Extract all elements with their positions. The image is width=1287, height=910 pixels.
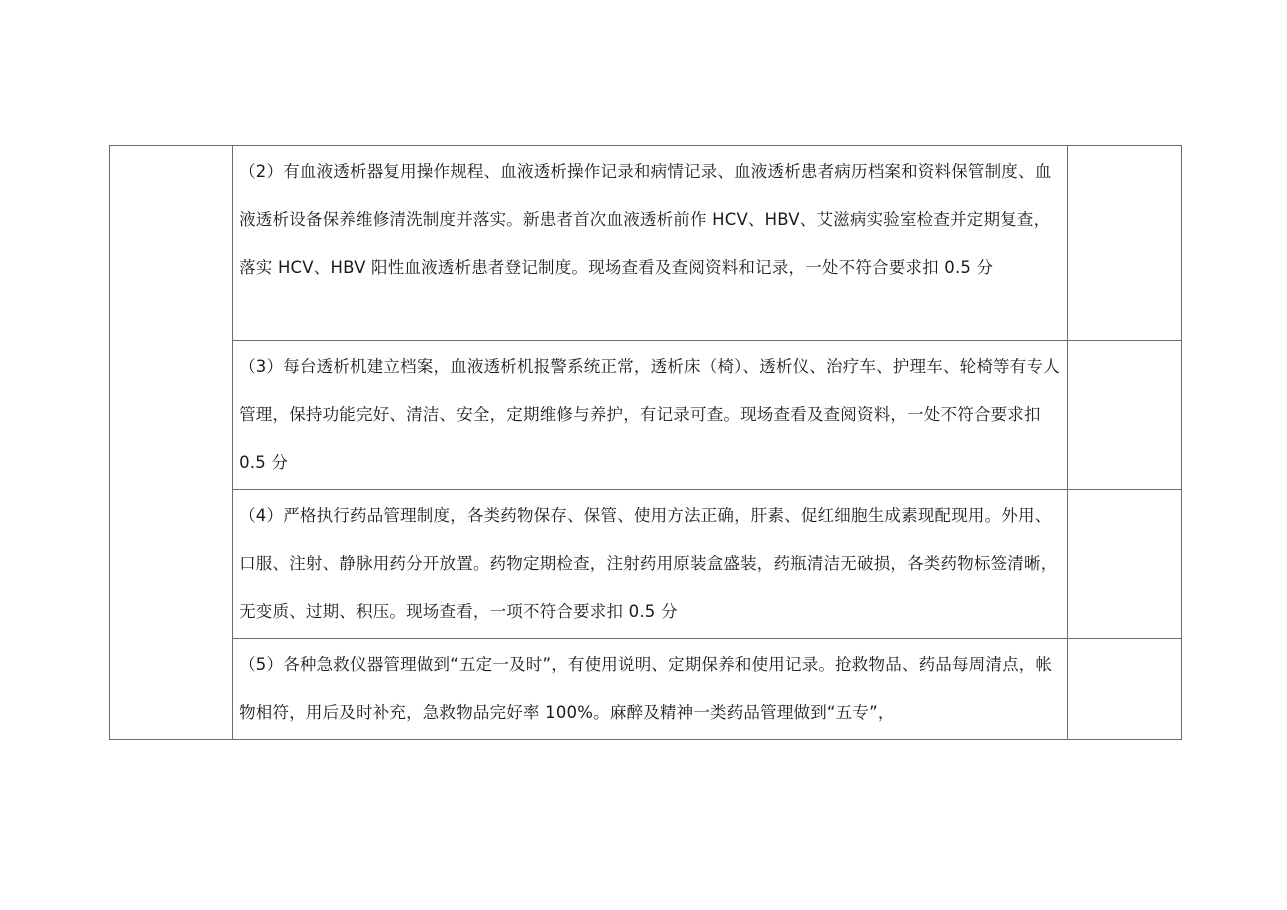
score-cell: [1067, 490, 1181, 639]
criteria-text-3: （3）每台透析机建立档案，血液透析机报警系统正常，透析床（椅）、透析仪、治疗车、护理车、轮椅等有专人管理，保持功能完好、清洁、安全，定期维修与养护，有记录可查。现场查看及查阅资料，一处不符合要求扣 0.5 分: [239, 357, 1060, 472]
criteria-cell: [233, 639, 1068, 740]
criteria-text-2: （2）有血液透析器复用操作规程、血液透析操作记录和病情记录、血液透析患者病历档案和资料保管制度、血液透析设备保养维修清洗制度并落实。新患者首次血液透析前作 HCV、HBV、艾滋病实验室检查并定期复查，落实 HCV、HBV 阳性血液透析患者登记制度。现场查看及查阅资料和记录，一处不符合要求扣 0.5 分: [239, 162, 1052, 277]
score-text: [1068, 490, 1181, 494]
score-text: [1068, 146, 1181, 150]
category-cell: [110, 146, 233, 740]
criteria-text-4: （4）严格执行药品管理制度，各类药物保存、保管、使用方法正确，肝素、促红细胞生成素现配现用。外用、口服、注射、静脉用药分开放置。药物定期检查，注射药用原装盒盛装，药瓶清洁无破损，各类药物标签清晰，无变质、过期、积压。现场查看，一项不符合要求扣 0.5 分: [239, 506, 1058, 621]
criteria-text-5: （5）各种急救仪器管理做到“五定一及时”，有使用说明、定期保养和使用记录。抢救物品、药品每周清点，帐物相符，用后及时补充，急救物品完好率 100%。麻醉及精神一类药品管理做到“五专”，: [239, 655, 1053, 722]
score-cell: [1067, 146, 1181, 341]
table-row: [110, 639, 1182, 740]
category-text: [110, 146, 232, 150]
criteria-cell: [233, 490, 1068, 639]
table-row: [110, 341, 1182, 490]
table-row: [110, 490, 1182, 639]
table-row: [110, 146, 1182, 341]
score-cell: [1067, 639, 1181, 740]
criteria-cell: [233, 341, 1068, 490]
score-text: [1068, 639, 1181, 643]
score-cell: [1067, 341, 1181, 490]
score-text: [1068, 341, 1181, 345]
criteria-cell: [233, 146, 1068, 341]
standards-table: [109, 145, 1182, 740]
